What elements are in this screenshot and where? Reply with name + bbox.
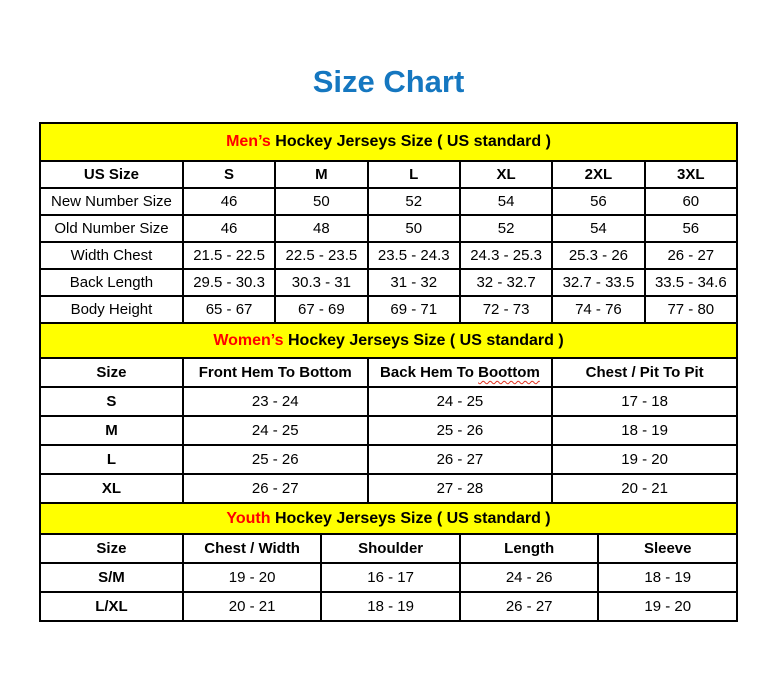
mens-value-cell: 25.3 - 26 — [552, 242, 644, 269]
mens-value-cell: 21.5 - 22.5 — [183, 242, 275, 269]
womens-table-row — [40, 474, 737, 503]
mens-value-cell: 54 — [460, 188, 552, 215]
page-title: Size Chart — [312, 64, 465, 99]
mens-row-label: Old Number Size — [40, 215, 183, 242]
mens-column-header: L — [368, 161, 460, 188]
womens-column-header: Front Hem To Bottom — [183, 358, 368, 387]
mens-value-cell: 22.5 - 23.5 — [275, 242, 367, 269]
mens-value-cell: 65 - 67 — [183, 296, 275, 323]
mens-value-cell: 77 - 80 — [645, 296, 737, 323]
womens-row-label: M — [40, 416, 183, 445]
womens-value-cell: 18 - 19 — [552, 416, 737, 445]
mens-column-header: S — [183, 161, 275, 188]
mens-value-cell: 32.7 - 33.5 — [552, 269, 644, 296]
mens-value-cell: 48 — [275, 215, 367, 242]
womens-value-cell: 24 - 25 — [368, 387, 553, 416]
mens-table-row — [40, 296, 737, 323]
mens-column-header: US Size — [40, 161, 183, 188]
womens-value-cell: 17 - 18 — [552, 387, 737, 416]
womens-heading-text: Hockey Jerseys Size ( US standard ) — [283, 331, 564, 349]
womens-column-header: Chest / Pit To Pit — [552, 358, 737, 387]
mens-table-row — [40, 188, 737, 215]
mens-value-cell: 69 - 71 — [368, 296, 460, 323]
womens-value-cell: 20 - 21 — [552, 474, 737, 503]
youth-value-cell: 26 - 27 — [460, 592, 599, 621]
mens-column-header: 3XL — [645, 161, 737, 188]
youth-value-cell: 19 - 20 — [183, 563, 322, 592]
mens-value-cell: 74 - 76 — [552, 296, 644, 323]
youth-value-cell: 18 - 19 — [598, 563, 737, 592]
youth-column-header: Chest / Width — [183, 534, 322, 563]
youth-heading-text: Hockey Jerseys Size ( US standard ) — [270, 509, 551, 527]
mens-column-header: M — [275, 161, 367, 188]
mens-heading-highlight: Men’s — [226, 133, 271, 150]
mens-row-label: New Number Size — [40, 188, 183, 215]
womens-value-cell: 23 - 24 — [183, 387, 368, 416]
mens-table-row — [40, 215, 737, 242]
size-chart — [39, 122, 738, 622]
womens-value-cell: 25 - 26 — [368, 416, 553, 445]
womens-column-header: Back Hem To Boottom — [368, 358, 553, 387]
youth-row-label: L/XL — [40, 592, 183, 621]
mens-section-heading — [39, 122, 738, 162]
mens-value-cell: 52 — [460, 215, 552, 242]
mens-value-cell: 24.3 - 25.3 — [460, 242, 552, 269]
mens-row-label: Back Length — [40, 269, 183, 296]
mens-row-label: Body Height — [40, 296, 183, 323]
womens-header-row — [40, 358, 737, 387]
misspelled-word: Boottom — [478, 364, 540, 381]
mens-value-cell: 52 — [368, 188, 460, 215]
mens-value-cell: 32 - 32.7 — [460, 269, 552, 296]
womens-column-header: Size — [40, 358, 183, 387]
youth-value-cell: 19 - 20 — [598, 592, 737, 621]
youth-size-table — [39, 533, 738, 622]
mens-value-cell: 50 — [275, 188, 367, 215]
mens-size-table — [39, 160, 738, 324]
mens-value-cell: 23.5 - 24.3 — [368, 242, 460, 269]
youth-row-label: S/M — [40, 563, 183, 592]
youth-column-header: Size — [40, 534, 183, 563]
womens-row-label: XL — [40, 474, 183, 503]
mens-value-cell: 46 — [183, 188, 275, 215]
youth-table-row — [40, 563, 737, 592]
mens-row-label: Width Chest — [40, 242, 183, 269]
youth-header-row — [40, 534, 737, 563]
youth-heading-highlight: Youth — [226, 509, 271, 527]
womens-value-cell: 26 - 27 — [368, 445, 553, 474]
womens-row-label: L — [40, 445, 183, 474]
youth-section-heading — [39, 502, 738, 535]
womens-row-label: S — [40, 387, 183, 416]
mens-value-cell: 29.5 - 30.3 — [183, 269, 275, 296]
youth-value-cell: 24 - 26 — [460, 563, 599, 592]
womens-table-row — [40, 387, 737, 416]
womens-value-cell: 24 - 25 — [183, 416, 368, 445]
mens-value-cell: 60 — [645, 188, 737, 215]
youth-column-header: Sleeve — [598, 534, 737, 563]
womens-table-row — [40, 416, 737, 445]
youth-table-row — [40, 592, 737, 621]
mens-value-cell: 33.5 - 34.6 — [645, 269, 737, 296]
womens-value-cell: 26 - 27 — [183, 474, 368, 503]
womens-size-table — [39, 357, 738, 504]
mens-value-cell: 31 - 32 — [368, 269, 460, 296]
youth-value-cell: 16 - 17 — [321, 563, 460, 592]
youth-value-cell: 20 - 21 — [183, 592, 322, 621]
womens-value-cell: 19 - 20 — [552, 445, 737, 474]
womens-section-heading — [39, 322, 738, 359]
mens-value-cell: 72 - 73 — [460, 296, 552, 323]
womens-value-cell: 27 - 28 — [368, 474, 553, 503]
mens-value-cell: 26 - 27 — [645, 242, 737, 269]
youth-column-header: Shoulder — [321, 534, 460, 563]
mens-value-cell: 54 — [552, 215, 644, 242]
womens-value-cell: 25 - 26 — [183, 445, 368, 474]
mens-value-cell: 46 — [183, 215, 275, 242]
mens-value-cell: 56 — [645, 215, 737, 242]
mens-table-row — [40, 269, 737, 296]
mens-table-row — [40, 242, 737, 269]
womens-table-row — [40, 445, 737, 474]
mens-column-header: 2XL — [552, 161, 644, 188]
mens-value-cell: 50 — [368, 215, 460, 242]
youth-column-header: Length — [460, 534, 599, 563]
mens-value-cell: 30.3 - 31 — [275, 269, 367, 296]
mens-column-header: XL — [460, 161, 552, 188]
mens-heading-text: Hockey Jerseys Size ( US standard ) — [270, 133, 551, 150]
mens-header-row — [40, 161, 737, 188]
mens-value-cell: 67 - 69 — [275, 296, 367, 323]
womens-heading-highlight: Women’s — [213, 331, 284, 349]
youth-value-cell: 18 - 19 — [321, 592, 460, 621]
mens-value-cell: 56 — [552, 188, 644, 215]
